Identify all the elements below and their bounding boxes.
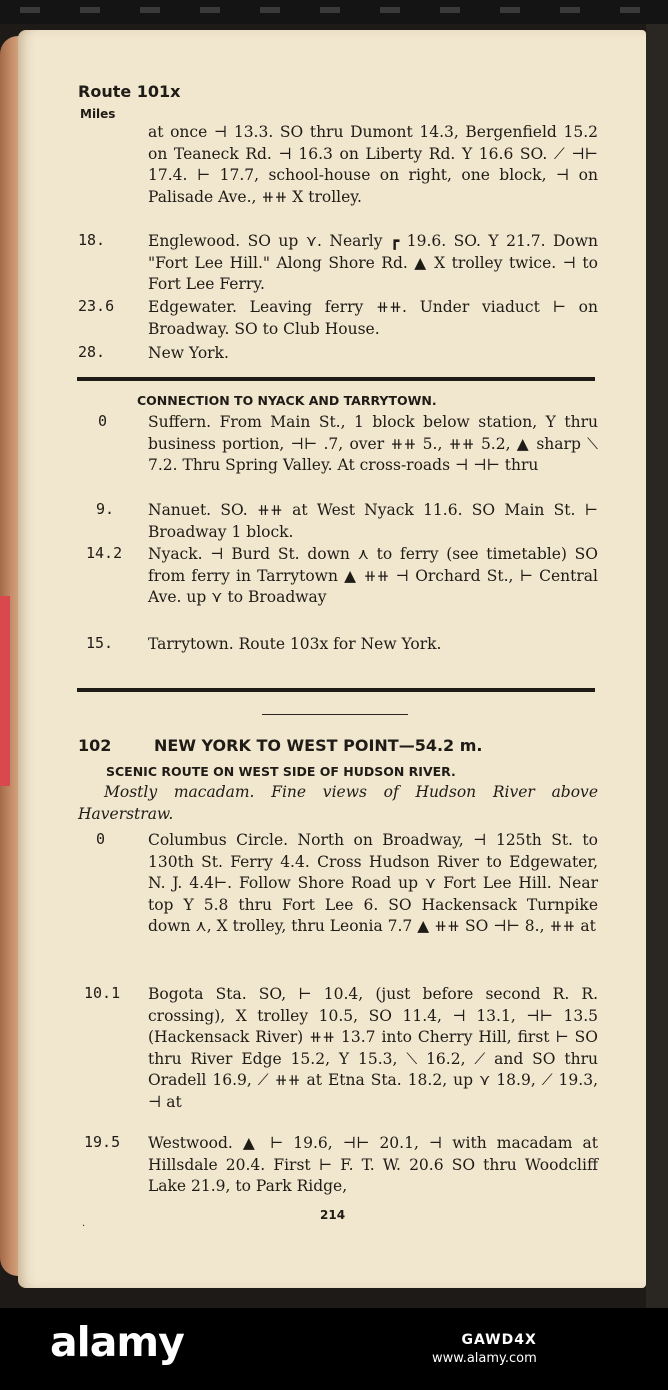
route-entry: [78, 343, 598, 365]
entry-text: Nanuet. SO. ⧺⧺ at West Nyack 11.6. SO Main St. ⊢ Broadway 1 block.: [148, 501, 598, 541]
alamy-logo: alamy: [50, 1318, 184, 1366]
entry-text: Tarrytown. Route 103x for New York.: [148, 635, 442, 653]
mile-marker: 23.6: [78, 297, 115, 315]
entry-text: Edgewater. Leaving ferry ⧺⧺. Under viaduct ⊢ on Broadway. SO to Club House.: [148, 298, 598, 338]
entry-text: Englewood. SO up ⋎. Nearly ┏ 19.6. SO. Y 21.7. Down "Fort Lee Hill." Along Shore Rd. ▲ X trolley twice. ⊣ to Fort Lee Ferry.: [148, 232, 598, 294]
section-rule: [77, 377, 595, 381]
mile-marker: 18.: [78, 231, 106, 249]
mile-marker: 0: [96, 830, 106, 848]
page-dot: .: [82, 1218, 86, 1229]
connection-heading: CONNECTION TO NYACK AND TARRYTOWN.: [137, 393, 437, 408]
section-rule: [77, 688, 595, 692]
page-number: 214: [320, 1208, 346, 1222]
mile-marker: 10.1: [84, 984, 121, 1002]
continuation-entry: [78, 122, 598, 208]
miles-label: Miles: [80, 107, 116, 121]
connection-entry: [78, 544, 598, 609]
route-entry: [78, 830, 598, 938]
route-title-text: NEW YORK TO WEST POINT—54.2 m.: [154, 736, 483, 755]
route-note: Mostly macadam. Fine views of Hudson River above Haverstraw.: [78, 783, 598, 823]
site-url: www.alamy.com: [432, 1351, 537, 1366]
connection-entry: [78, 500, 598, 543]
mile-marker: 28.: [78, 343, 106, 361]
route-entry: [78, 1133, 598, 1198]
route-subtitle: SCENIC ROUTE ON WEST SIDE OF HUDSON RIVER.: [106, 764, 456, 779]
short-divider: [262, 714, 408, 715]
mile-marker: 19.5: [84, 1133, 121, 1151]
mile-marker: 0: [98, 412, 108, 430]
route-entry: [78, 984, 598, 1114]
route-header: Route 101x: [78, 82, 181, 101]
entry-text: Westwood. ▲ ⊢ 19.6, ⊣⊢ 20.1, ⊣ with macadam at Hillsdale 20.4. First ⊢ F. T. W. 20.6 SO thru Woodcliff Lake 21.9, to Park Ridge,: [148, 1134, 598, 1196]
continuation-text: at once ⊣ 13.3. SO thru Dumont 14.3, Bergenfield 15.2 on Teaneck Rd. ⊣ 16.3 on Liberty Rd. Y 16.6 SO. ⟋ ⊣⊢ 17.4. ⊢ 17.7, school-house on right, one block, ⊣ on Palisade Ave., ⧺⧺ X trolley.: [148, 123, 598, 206]
entry-text: Suffern. From Main St., 1 block below station, Y thru business portion, ⊣⊢ .7, over ⧺⧺ 5., ⧺⧺ 5.2, ▲ sharp ⟍ 7.2. Thru Spring Valley. At cross-roads ⊣ ⊣⊢ thru: [148, 413, 598, 475]
route-entry: [78, 231, 598, 296]
route-number: 102: [78, 736, 112, 755]
mile-marker: 9.: [96, 500, 115, 518]
entry-text: Columbus Circle. North on Broadway, ⊣ 125th St. to 130th St. Ferry 4.4. Cross Hudson River to Edgewater, N. J. 4.4⊢. Follow Shore Road up ⋎ Fort Lee Hill. Near top Y 5.8 thru Fort Lee 6. SO Hackensack Turnpike down ⋏, X trolley, thru Leonia 7.7 ▲ ⧺⧺ SO ⊣⊢ 8., ⧺⧺ at: [148, 831, 598, 936]
entry-text: New York.: [148, 344, 229, 362]
image-info: [432, 1332, 537, 1366]
image-id: GAWD4X: [461, 1332, 537, 1348]
connection-entry: [78, 412, 598, 477]
entry-text: Nyack. ⊣ Burd St. down ⋏ to ferry (see timetable) SO from ferry in Tarrytown ▲ ⧺⧺ ⊣ Orchard St., ⊢ Central Ave. up ⋎ to Broadway: [148, 545, 598, 607]
entry-text: Bogota Sta. SO, ⊢ 10.4, (just before second R. R. crossing), X trolley 10.5, SO 11.4, ⊣ 13.1, ⊣⊢ 13.5 (Hackensack River) ⧺⧺ 13.7 into Cherry Hill, first ⊢ SO thru River Edge 15.2, Y 15.3, ⟍ 16.2, ⟋ and SO thru Oradell 16.9, ⟋ ⧺⧺ at Etna Sta. 18.2, up ⋎ 18.9, ⟋ 19.3, ⊣ at: [148, 985, 598, 1111]
connection-entry: [78, 634, 598, 656]
mile-marker: 15.: [86, 634, 114, 652]
mile-marker: 14.2: [86, 544, 123, 562]
route-entry: [78, 297, 598, 340]
route-title: [78, 736, 483, 755]
